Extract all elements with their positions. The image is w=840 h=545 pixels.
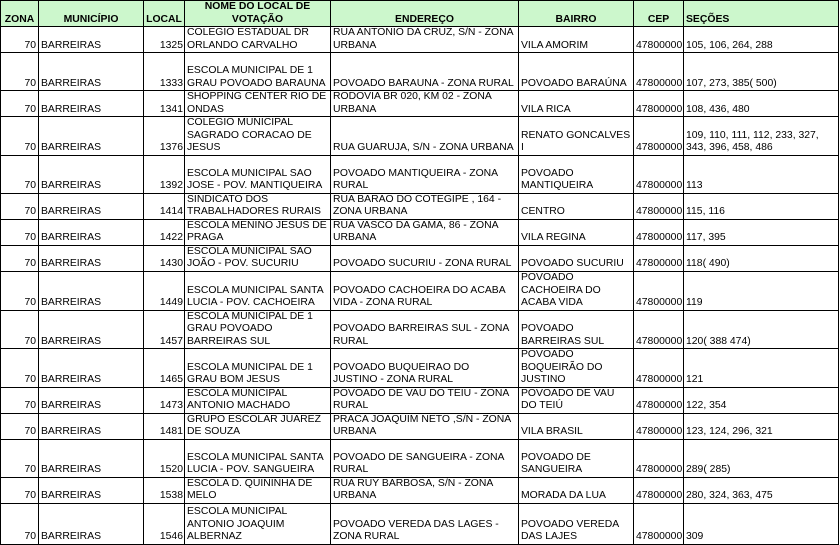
cell-bairro: POVOADO BARREIRAS SUL: [519, 310, 634, 349]
cell-cep: 47800000: [634, 117, 684, 156]
cell-zona: 70: [1, 245, 39, 271]
cell-local: 1457: [144, 310, 185, 349]
cell-local: 1341: [144, 91, 185, 117]
table-row: [1, 503, 839, 544]
table-row: [1, 349, 839, 388]
cell-nome: SHOPPING CENTER RIO DE ONDAS: [185, 91, 331, 117]
cell-endereco: RUA ANTONIO DA CRUZ, S/N - ZONA URBANA: [331, 27, 519, 53]
cell-municipio: BARREIRAS: [39, 349, 144, 388]
cell-zona: 70: [1, 271, 39, 310]
cell-zona: 70: [1, 310, 39, 349]
cell-local: 1430: [144, 245, 185, 271]
cell-endereco: RUA RUY BARBOSA, S/N - ZONA URBANA: [331, 477, 519, 503]
cell-nome: ESCOLA MUNICIPAL SÃO JOÃO - POV. SUCURIU: [185, 245, 331, 271]
cell-zona: 70: [1, 413, 39, 439]
cell-secoes: 123, 124, 296, 321: [684, 413, 839, 439]
cell-bairro: CENTRO: [519, 193, 634, 219]
cell-cep: 47800000: [634, 477, 684, 503]
cell-secoes: 289( 285): [684, 439, 839, 477]
cell-bairro: VILA RICA: [519, 91, 634, 117]
table-row: [1, 27, 839, 53]
cell-endereco: RODOVIA BR 020, KM 02 - ZONA URBANA: [331, 91, 519, 117]
cell-secoes: 121: [684, 349, 839, 388]
cell-local: 1392: [144, 155, 185, 193]
cell-nome: ESCOLA MUNICIPAL DE 1 GRAU POVOADO BARAUNA: [185, 53, 331, 91]
cell-cep: 47800000: [634, 155, 684, 193]
cell-bairro: VILA REGINA: [519, 219, 634, 245]
cell-secoes: 122, 354: [684, 387, 839, 413]
cell-local: 1520: [144, 439, 185, 477]
cell-secoes: 119: [684, 271, 839, 310]
cell-municipio: BARREIRAS: [39, 219, 144, 245]
cell-zona: 70: [1, 387, 39, 413]
cell-secoes: 280, 324, 363, 475: [684, 477, 839, 503]
cell-cep: 47800000: [634, 271, 684, 310]
cell-cep: 47800000: [634, 219, 684, 245]
cell-municipio: BARREIRAS: [39, 413, 144, 439]
cell-bairro: POVOADO MANTIQUEIRA: [519, 155, 634, 193]
cell-secoes: 118( 490): [684, 245, 839, 271]
cell-local: 1465: [144, 349, 185, 388]
table-row: [1, 53, 839, 91]
cell-endereco: PRACA JOAQUIM NETO ,S/N - ZONA URBANA: [331, 413, 519, 439]
cell-zona: 70: [1, 53, 39, 91]
col-header-cep: CEP: [634, 1, 684, 27]
cell-zona: 70: [1, 27, 39, 53]
cell-municipio: BARREIRAS: [39, 439, 144, 477]
cell-secoes: 117, 395: [684, 219, 839, 245]
cell-secoes: 107, 273, 385( 500): [684, 53, 839, 91]
cell-zona: 70: [1, 193, 39, 219]
cell-local: 1473: [144, 387, 185, 413]
cell-nome: ESCOLA MUNICIPAL ANTONIO MACHADO: [185, 387, 331, 413]
table-row: [1, 271, 839, 310]
cell-municipio: BARREIRAS: [39, 271, 144, 310]
cell-nome: ESCOLA MUNICIPAL SANTA LUCIA - POV. SANGUEIRA: [185, 439, 331, 477]
cell-bairro: RENATO GONCALVES I: [519, 117, 634, 156]
cell-local: 1546: [144, 503, 185, 544]
cell-municipio: BARREIRAS: [39, 387, 144, 413]
cell-local: 1414: [144, 193, 185, 219]
cell-endereco: POVOADO CACHOEIRA DO ACABA VIDA - ZONA RURAL: [331, 271, 519, 310]
table-row: [1, 117, 839, 156]
cell-municipio: BARREIRAS: [39, 155, 144, 193]
cell-cep: 47800000: [634, 53, 684, 91]
table-row: [1, 91, 839, 117]
cell-nome: GRUPO ESCOLAR JUAREZ DE SOUZA: [185, 413, 331, 439]
cell-bairro: POVOADO BOQUEIRÃO DO JUSTINO: [519, 349, 634, 388]
cell-zona: 70: [1, 155, 39, 193]
cell-cep: 47800000: [634, 387, 684, 413]
cell-secoes: 105, 106, 264, 288: [684, 27, 839, 53]
table-row: [1, 155, 839, 193]
cell-endereco: POVOADO VEREDA DAS LAGES - ZONA RURAL: [331, 503, 519, 544]
cell-nome: ESCOLA MENINO JESUS DE PRAGA: [185, 219, 331, 245]
table-row: [1, 387, 839, 413]
cell-local: 1376: [144, 117, 185, 156]
col-header-municipio: MUNICÍPIO: [39, 1, 144, 27]
cell-local: 1481: [144, 413, 185, 439]
table-row: [1, 219, 839, 245]
cell-nome: ESCOLA MUNICIPAL SAO JOSE - POV. MANTIQUEIRA: [185, 155, 331, 193]
cell-municipio: BARREIRAS: [39, 117, 144, 156]
cell-bairro: POVOADO DE VAU DO TEIÚ: [519, 387, 634, 413]
cell-local: 1325: [144, 27, 185, 53]
cell-bairro: MORADA DA LUA: [519, 477, 634, 503]
col-header-bairro: BAIRRO: [519, 1, 634, 27]
cell-cep: 47800000: [634, 349, 684, 388]
cell-secoes: 120( 388 474): [684, 310, 839, 349]
table-row: [1, 439, 839, 477]
cell-municipio: BARREIRAS: [39, 310, 144, 349]
cell-cep: 47800000: [634, 439, 684, 477]
cell-nome: SINDICATO DOS TRABALHADORES RURAIS: [185, 193, 331, 219]
col-header-zona: ZONA: [1, 1, 39, 27]
cell-cep: 47800000: [634, 91, 684, 117]
cell-nome: ESCOLA MUNICIPAL SANTA LUCIA - POV. CACHOEIRA: [185, 271, 331, 310]
cell-zona: 70: [1, 439, 39, 477]
cell-municipio: BARREIRAS: [39, 91, 144, 117]
cell-nome: ESCOLA D. QUININHA DE MELO: [185, 477, 331, 503]
cell-bairro: POVOADO DE SANGUEIRA: [519, 439, 634, 477]
cell-zona: 70: [1, 349, 39, 388]
cell-cep: 47800000: [634, 310, 684, 349]
cell-endereco: POVOADO BUQUEIRAO DO JUSTINO - ZONA RURAL: [331, 349, 519, 388]
cell-secoes: 108, 436, 480: [684, 91, 839, 117]
cell-bairro: POVOADO CACHOEIRA DO ACABA VIDA: [519, 271, 634, 310]
cell-secoes: 113: [684, 155, 839, 193]
cell-endereco: RUA VASCO DA GAMA, 86 - ZONA URBANA: [331, 219, 519, 245]
table-row: [1, 310, 839, 349]
cell-cep: 47800000: [634, 413, 684, 439]
col-header-nome: NOME DO LOCAL DE VOTAÇÃO: [185, 1, 331, 27]
cell-local: 1333: [144, 53, 185, 91]
cell-municipio: BARREIRAS: [39, 27, 144, 53]
cell-endereco: POVOADO BARREIRAS SUL - ZONA RURAL: [331, 310, 519, 349]
cell-zona: 70: [1, 477, 39, 503]
cell-endereco: POVOADO BARAUNA - ZONA RURAL: [331, 53, 519, 91]
cell-bairro: POVOADO BARAÚNA: [519, 53, 634, 91]
cell-nome: ESCOLA MUNICIPAL ANTONIO JOAQUIM ALBERNAZ: [185, 503, 331, 544]
cell-local: 1538: [144, 477, 185, 503]
cell-cep: 47800000: [634, 193, 684, 219]
table-row: [1, 245, 839, 271]
table-row: [1, 193, 839, 219]
cell-endereco: RUA GUARUJA, S/N - ZONA URBANA: [331, 117, 519, 156]
cell-municipio: BARREIRAS: [39, 503, 144, 544]
cell-nome: ESCOLA MUNICIPAL DE 1 GRAU POVOADO BARREIRAS SUL: [185, 310, 331, 349]
cell-nome: ESCOLA MUNICIPAL DE 1 GRAU BOM JESUS: [185, 349, 331, 388]
cell-municipio: BARREIRAS: [39, 193, 144, 219]
cell-zona: 70: [1, 117, 39, 156]
cell-bairro: VILA BRASIL: [519, 413, 634, 439]
cell-bairro: VILA AMORIM: [519, 27, 634, 53]
cell-secoes: 109, 110, 111, 112, 233, 327, 343, 396, 458, 486: [684, 117, 839, 156]
cell-municipio: BARREIRAS: [39, 53, 144, 91]
cell-zona: 70: [1, 91, 39, 117]
cell-bairro: POVOADO VEREDA DAS LAJES: [519, 503, 634, 544]
cell-cep: 47800000: [634, 27, 684, 53]
cell-nome: COLEGIO MUNICIPAL SAGRADO CORACAO DE JESUS: [185, 117, 331, 156]
table-row: [1, 413, 839, 439]
cell-bairro: POVOADO SUCURIU: [519, 245, 634, 271]
cell-zona: 70: [1, 219, 39, 245]
cell-zona: 70: [1, 503, 39, 544]
cell-secoes: 309: [684, 503, 839, 544]
cell-nome: COLEGIO ESTADUAL DR ORLANDO CARVALHO: [185, 27, 331, 53]
cell-endereco: POVOADO SUCURIU - ZONA RURAL: [331, 245, 519, 271]
cell-cep: 47800000: [634, 503, 684, 544]
cell-local: 1422: [144, 219, 185, 245]
cell-municipio: BARREIRAS: [39, 477, 144, 503]
cell-endereco: POVOADO DE VAU DO TEIU - ZONA RURAL: [331, 387, 519, 413]
cell-municipio: BARREIRAS: [39, 245, 144, 271]
cell-cep: 47800000: [634, 245, 684, 271]
col-header-endereco: ENDEREÇO: [331, 1, 519, 27]
cell-endereco: POVOADO MANTIQUEIRA - ZONA RURAL: [331, 155, 519, 193]
col-header-secoes: SEÇÕES: [684, 1, 839, 27]
col-header-local: LOCAL: [144, 1, 185, 27]
cell-secoes: 115, 116: [684, 193, 839, 219]
header-row: [1, 1, 839, 27]
table-row: [1, 477, 839, 503]
cell-local: 1449: [144, 271, 185, 310]
cell-endereco: RUA BARAO DO COTEGIPE , 164 - ZONA URBANA: [331, 193, 519, 219]
cell-endereco: POVOADO DE SANGUEIRA - ZONA RURAL: [331, 439, 519, 477]
